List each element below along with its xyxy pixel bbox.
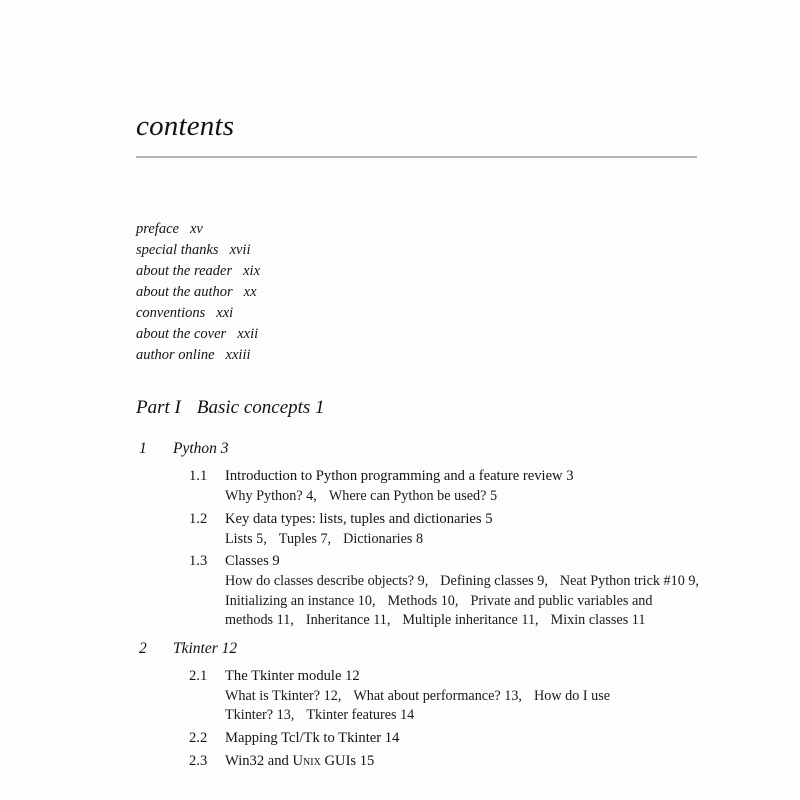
chapter xyxy=(0,438,800,638)
section xyxy=(0,509,800,550)
section-number: 2.1 xyxy=(189,667,208,684)
subsection-entry[interactable]: Neat Python trick #10 9, xyxy=(559,573,699,589)
subsection-entry[interactable]: Dictionaries 8 xyxy=(343,530,424,547)
page-title: contents xyxy=(136,110,235,142)
front-matter-page-number: xxi xyxy=(216,305,234,321)
subsection-list xyxy=(225,572,705,631)
section-heading[interactable] xyxy=(189,551,705,572)
front-matter-label: preface xyxy=(136,221,179,237)
section-heading[interactable] xyxy=(189,509,705,530)
subsection-entry[interactable]: Tkinter? 13, xyxy=(225,707,295,723)
subsection-list xyxy=(225,687,705,726)
subsection-entry[interactable]: Defining classes 9, xyxy=(440,573,548,589)
section-heading[interactable] xyxy=(189,728,705,749)
part-heading xyxy=(136,396,325,420)
front-matter-label: about the cover xyxy=(136,326,227,342)
title-divider xyxy=(136,156,697,158)
section-number: 2.2 xyxy=(189,729,208,746)
section-number: 1.2 xyxy=(189,510,208,527)
subsection-entry[interactable]: Mixin classes 11 xyxy=(550,612,646,628)
section-title: Key data types: lists, tuples and dictionaries 5 xyxy=(225,510,493,527)
part-title: Basic concepts 1 xyxy=(196,397,325,418)
front-matter-label: special thanks xyxy=(136,242,219,258)
section-heading[interactable] xyxy=(189,666,705,687)
subsection-entry[interactable]: Initializing an instance 10, xyxy=(225,592,376,609)
section-title: Win32 and Unix GUIs 15 xyxy=(225,752,375,769)
chapter-title: Python 3 xyxy=(173,440,229,457)
subsection-entry[interactable]: Why Python? 4, xyxy=(225,488,317,504)
section-title: The Tkinter module 12 xyxy=(225,667,360,684)
front-matter-list xyxy=(136,219,566,366)
section-number: 1.1 xyxy=(189,468,208,484)
front-matter-entry[interactable] xyxy=(136,324,566,345)
front-matter-entry[interactable] xyxy=(136,240,566,261)
chapter-heading[interactable] xyxy=(0,638,800,660)
section-title: Introduction to Python programming and a feature review 3 xyxy=(225,468,574,484)
subsection-line xyxy=(225,572,705,592)
front-matter-page-number: xix xyxy=(243,263,261,279)
subsection-line xyxy=(225,611,705,631)
front-matter-page-number: xv xyxy=(189,221,203,237)
front-matter-label: author online xyxy=(136,347,215,363)
subsection-line xyxy=(225,487,705,507)
chapter-number: 1 xyxy=(139,440,147,457)
subsection-entry[interactable]: Private and public variables and xyxy=(470,592,653,609)
front-matter-entry[interactable] xyxy=(136,261,566,282)
section-title: Classes 9 xyxy=(225,553,280,569)
subsection-entry[interactable]: Where can Python be used? 5 xyxy=(328,488,498,504)
front-matter-page-number: xx xyxy=(243,284,257,300)
section xyxy=(0,728,800,749)
subsection-line xyxy=(225,687,705,707)
front-matter-page-number: xxiii xyxy=(225,347,251,363)
section-number: 2.3 xyxy=(189,752,208,769)
front-matter-page-number: xvii xyxy=(229,242,251,258)
subsection-list xyxy=(225,530,705,550)
section-heading[interactable] xyxy=(189,466,705,487)
subsection-entry[interactable]: Inheritance 11, xyxy=(305,612,391,628)
front-matter-label: about the author xyxy=(136,284,233,300)
front-matter-entry[interactable] xyxy=(136,345,566,366)
section xyxy=(0,551,800,631)
chapter xyxy=(0,638,800,779)
chapter-title: Tkinter 12 xyxy=(173,639,238,657)
chapter-heading[interactable] xyxy=(0,438,800,460)
smallcaps-word: Unix xyxy=(292,752,321,769)
subsection-entry[interactable]: What is Tkinter? 12, xyxy=(225,687,342,704)
front-matter-entry[interactable] xyxy=(136,282,566,303)
subsection-entry[interactable]: Lists 5, xyxy=(225,530,267,547)
part-label: Part I xyxy=(136,397,181,418)
section-title: Mapping Tcl/Tk to Tkinter 14 xyxy=(225,729,400,746)
subsection-entry[interactable]: Methods 10, xyxy=(387,592,459,609)
chapter-number: 2 xyxy=(139,639,147,657)
front-matter-page-number: xxii xyxy=(237,326,259,342)
section xyxy=(0,751,800,772)
subsection-line xyxy=(225,592,705,612)
subsection-line xyxy=(225,706,705,726)
front-matter-label: conventions xyxy=(136,305,206,321)
chapter-list xyxy=(0,438,800,779)
subsection-line xyxy=(225,530,705,550)
subsection-entry[interactable]: Tkinter features 14 xyxy=(306,707,415,723)
subsection-list xyxy=(225,487,705,507)
subsection-entry[interactable]: What about performance? 13, xyxy=(353,687,522,704)
subsection-entry[interactable]: Multiple inheritance 11, xyxy=(402,612,539,628)
subsection-entry[interactable]: How do classes describe objects? 9, xyxy=(225,573,429,589)
front-matter-entry[interactable] xyxy=(136,303,566,324)
subsection-entry[interactable]: methods 11, xyxy=(225,612,294,628)
subsection-entry[interactable]: How do I use xyxy=(533,687,611,704)
section-heading[interactable] xyxy=(189,751,705,772)
subsection-entry[interactable]: Tuples 7, xyxy=(278,530,332,547)
front-matter-label: about the reader xyxy=(136,263,233,279)
front-matter-entry[interactable] xyxy=(136,219,566,240)
section xyxy=(0,466,800,507)
section-number: 1.3 xyxy=(189,553,208,569)
section xyxy=(0,666,800,726)
